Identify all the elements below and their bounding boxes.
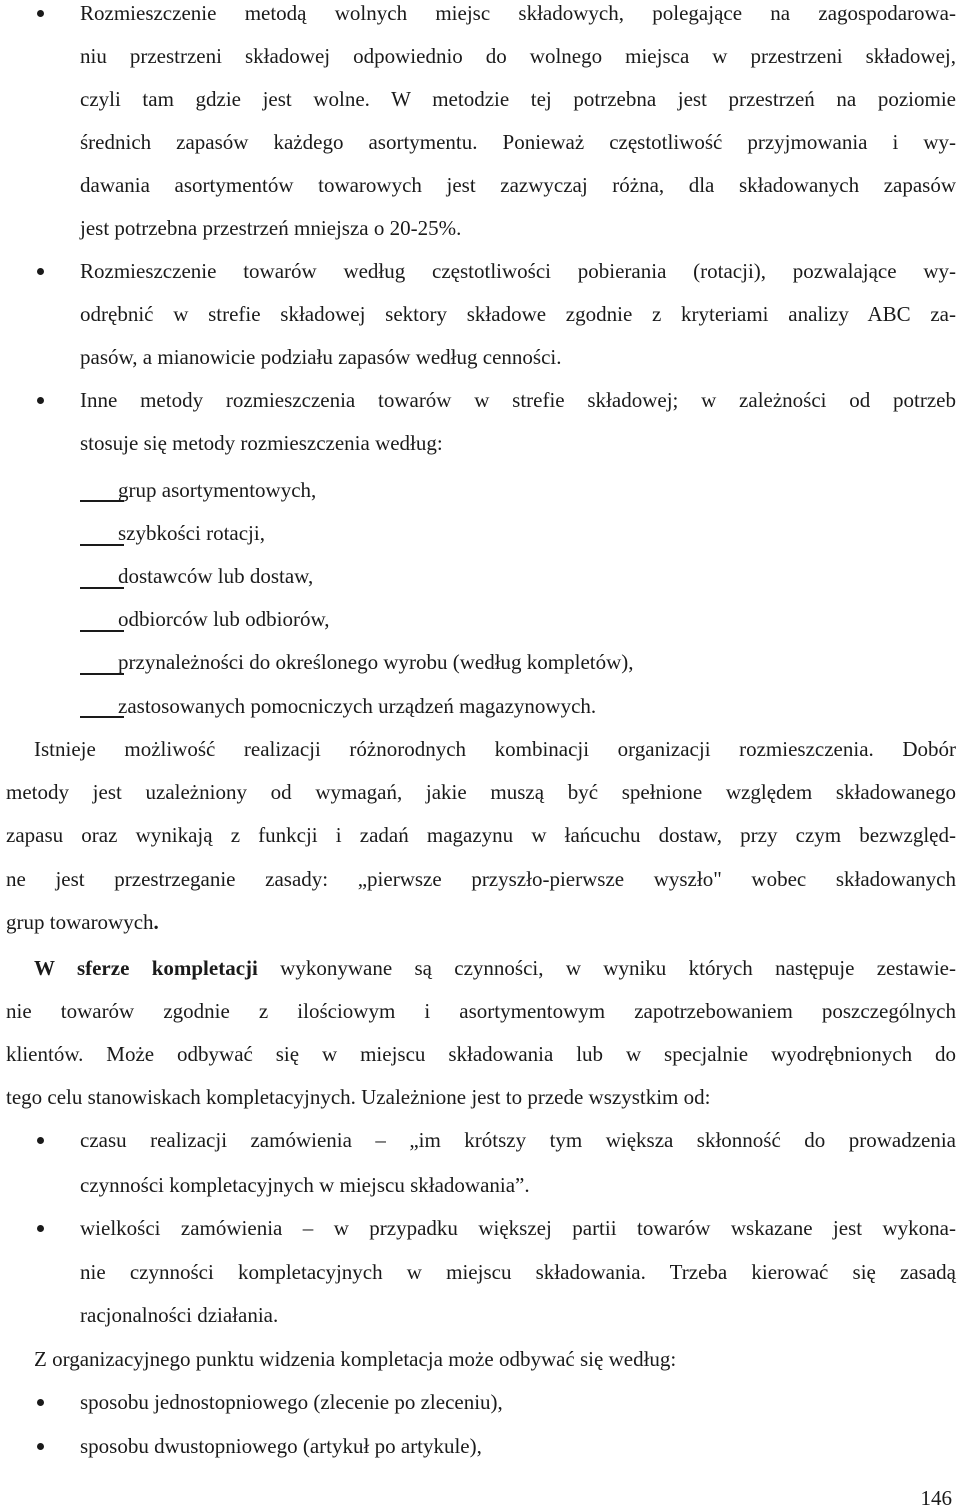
paragraph-period: . [153, 910, 159, 934]
bullet-text-line: dawania asortymentów towarowych jest zazwyczaj różna, dla składowanych zapasów [80, 173, 956, 197]
bullet-text-line: czyli tam gdzie jest wolne. W metodzie tej potrzebna jest przestrzeń na poziomie [80, 87, 956, 111]
bullet-text-line: nie czynności kompletacyjnych w miejscu składowania. Trzeba kierować się zasadą [80, 1260, 956, 1284]
sub-list-item: zastosowanych pomocniczych urządzeń magazynowych. [118, 694, 597, 718]
bullet-text-line: stosuje się metody rozmieszczenia według: [80, 431, 443, 455]
sub-list-item: szybkości rotacji, [118, 521, 265, 545]
bullet-text-line: wielkości zamówienia – w przypadku większej partii towarów wskazane jest wykona- [80, 1216, 956, 1240]
paragraph-line [34, 956, 956, 980]
bullet-text-line: odrębnić w strefie składowej sektory składowe zgodnie z kryteriami analizy ABC za- [80, 302, 956, 326]
bullet-icon [37, 397, 44, 404]
bullet-text-line: Inne metody rozmieszczenia towarów w strefie składowej; w zależności od potrzeb [80, 388, 956, 412]
paragraph-line: Z organizacyjnego punktu widzenia kompletacja może odbywać się według: [34, 1347, 677, 1371]
bullet-text-line: jest potrzebna przestrzeń mniejsza o 20-25%. [80, 216, 462, 240]
bullet-icon [37, 268, 44, 275]
page-number: 146 [920, 1486, 952, 1510]
paragraph-line [6, 910, 159, 934]
bullet-text-line: Rozmieszczenie metodą wolnych miejsc składowych, polegające na zagospodarowa- [80, 1, 956, 25]
bullet-text-line: czynności kompletacyjnych w miejscu składowania”. [80, 1173, 530, 1197]
bullet-text-line: sposobu jednostopniowego (zlecenie po zleceniu), [80, 1390, 503, 1414]
paragraph-text: grup towarowych [6, 910, 154, 934]
paragraph-line: Istnieje możliwość realizacji różnorodnych kombinacji organizacji rozmieszczenia. Dobór [34, 737, 956, 761]
bullet-text-line: średnich zapasów każdego asortymentu. Ponieważ częstotliwość przyjmowania i wy- [80, 130, 956, 154]
paragraph-line: zapasu oraz wynikają z funkcji i zadań magazynu w łańcuchu dostaw, przy czym bezwzględ- [6, 823, 956, 847]
bullet-text-line: czasu realizacji zamówienia – „im krótszy tym większa skłonność do prowadzenia [80, 1128, 956, 1152]
paragraph-line: klientów. Może odbywać się w miejscu składowania lub w specjalnie wyodrębnionych do [6, 1042, 956, 1066]
paragraph-line: tego celu stanowiskach kompletacyjnych. Uzależnione jest to przede wszystkim od: [6, 1085, 711, 1109]
bullet-text-line: sposobu dwustopniowego (artykuł po artykule), [80, 1434, 482, 1458]
paragraph-line: nie towarów zgodnie z ilościowym i asortymentowym zapotrzebowaniem poszczególnych [6, 999, 956, 1023]
paragraph-line: metody jest uzależniony od wymagań, jakie muszą być spełnione względem składowanego [6, 780, 956, 804]
sub-list-item: odbiorców lub odbiorów, [118, 607, 330, 631]
sub-list-item: grup asortymentowych, [118, 478, 317, 502]
bullet-icon [37, 1399, 44, 1406]
bullet-icon [37, 1443, 44, 1450]
paragraph-line: ne jest przestrzeganie zasady: „pierwsze przyszło-pierwsze wyszło" wobec składowanych [6, 867, 956, 891]
bullet-text-line: Rozmieszczenie towarów według częstotliwości pobierania (rotacji), pozwalające wy- [80, 259, 956, 283]
bullet-icon [37, 1225, 44, 1232]
bullet-icon [37, 1137, 44, 1144]
sub-list-item: przynależności do określonego wyrobu (według kompletów), [118, 650, 634, 674]
paragraph-text: wykonywane są czynności, w wyniku których następuje zestawie- [257, 956, 956, 980]
sub-list-item: dostawców lub dostaw, [118, 564, 314, 588]
bullet-icon [37, 10, 44, 17]
bullet-text-line: niu przestrzeni składowej odpowiednio do wolnego miejsca w przestrzeni składowej, [80, 44, 956, 68]
section-heading: W sferze kompletacji [34, 956, 258, 980]
bullet-text-line: pasów, a mianowicie podziału zapasów według cenności. [80, 345, 562, 369]
bullet-text-line: racjonalności działania. [80, 1303, 279, 1327]
